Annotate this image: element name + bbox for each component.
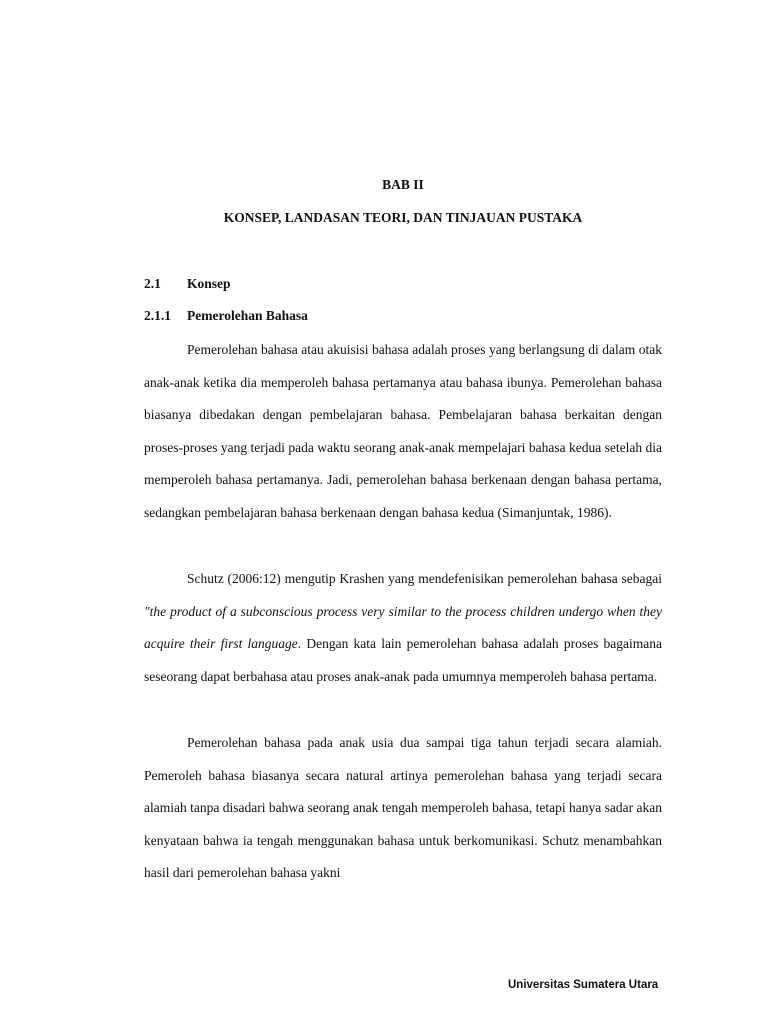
chapter-heading: BAB II xyxy=(382,177,424,192)
subsection-number: 2.1.1 xyxy=(144,308,171,323)
page-footer: Universitas Sumatera Utara xyxy=(508,979,659,991)
krashen-quote: "the product of a subconscious process very similar to the process children undergo when they acquire their first language xyxy=(144,603,662,652)
paragraph-2 xyxy=(144,563,662,693)
paragraph-1: Pemerolehan bahasa atau akuisisi bahasa adalah proses yang berlangsung di dalam otak anak-anak ketika dia memperoleh bahasa pertamanya atau bahasa ibunya. Pemerolehan bahasa biasanya dibedakan dengan pembelajaran bahasa. Pembelajaran bahasa berkaitan dengan proses-proses yang terjadi pada waktu seorang anak-anak mempelajari bahasa kedua setelah dia memperoleh bahasa pertamanya. Jadi, pemerolehan bahasa berkenaan dengan bahasa pertama, sedangkan pembelajaran bahasa berkenaan dengan bahasa kedua (Simanjuntak, 1986). xyxy=(144,342,662,520)
chapter-title: KONSEP, LANDASAN TEORI, DAN TINJAUAN PUSTAKA xyxy=(223,210,583,225)
section-heading xyxy=(144,275,231,293)
paragraph-3: Pemerolehan bahasa pada anak usia dua sampai tiga tahun terjadi secara alamiah. Pemeroleh bahasa biasanya secara natural artinya pemerolehan bahasa yang terjadi secara alamiah tanpa disadari bahwa seorang anak tengah memperoleh bahasa, tetapi hanya sadar akan kenyataan bahwa ia tengah menggunakan bahasa untuk berkomunikasi. Schutz menambahkan hasil dari pemerolehan bahasa yakni xyxy=(144,735,662,881)
section-label: Konsep xyxy=(187,276,231,291)
paragraph-2-end: . Dengan kata lain pemerolehan bahasa adalah proses bagaimana seseorang dapat berbahasa atau proses anak-anak pada umumnya memperoleh bahasa pertama. xyxy=(144,636,662,684)
subsection-heading xyxy=(144,307,308,325)
subsection-label: Pemerolehan Bahasa xyxy=(187,308,308,323)
paragraph-2-start: Schutz (2006:12) mengutip Krashen yang mendefenisikan pemerolehan bahasa sebagai xyxy=(187,571,662,586)
section-number: 2.1 xyxy=(144,276,161,291)
